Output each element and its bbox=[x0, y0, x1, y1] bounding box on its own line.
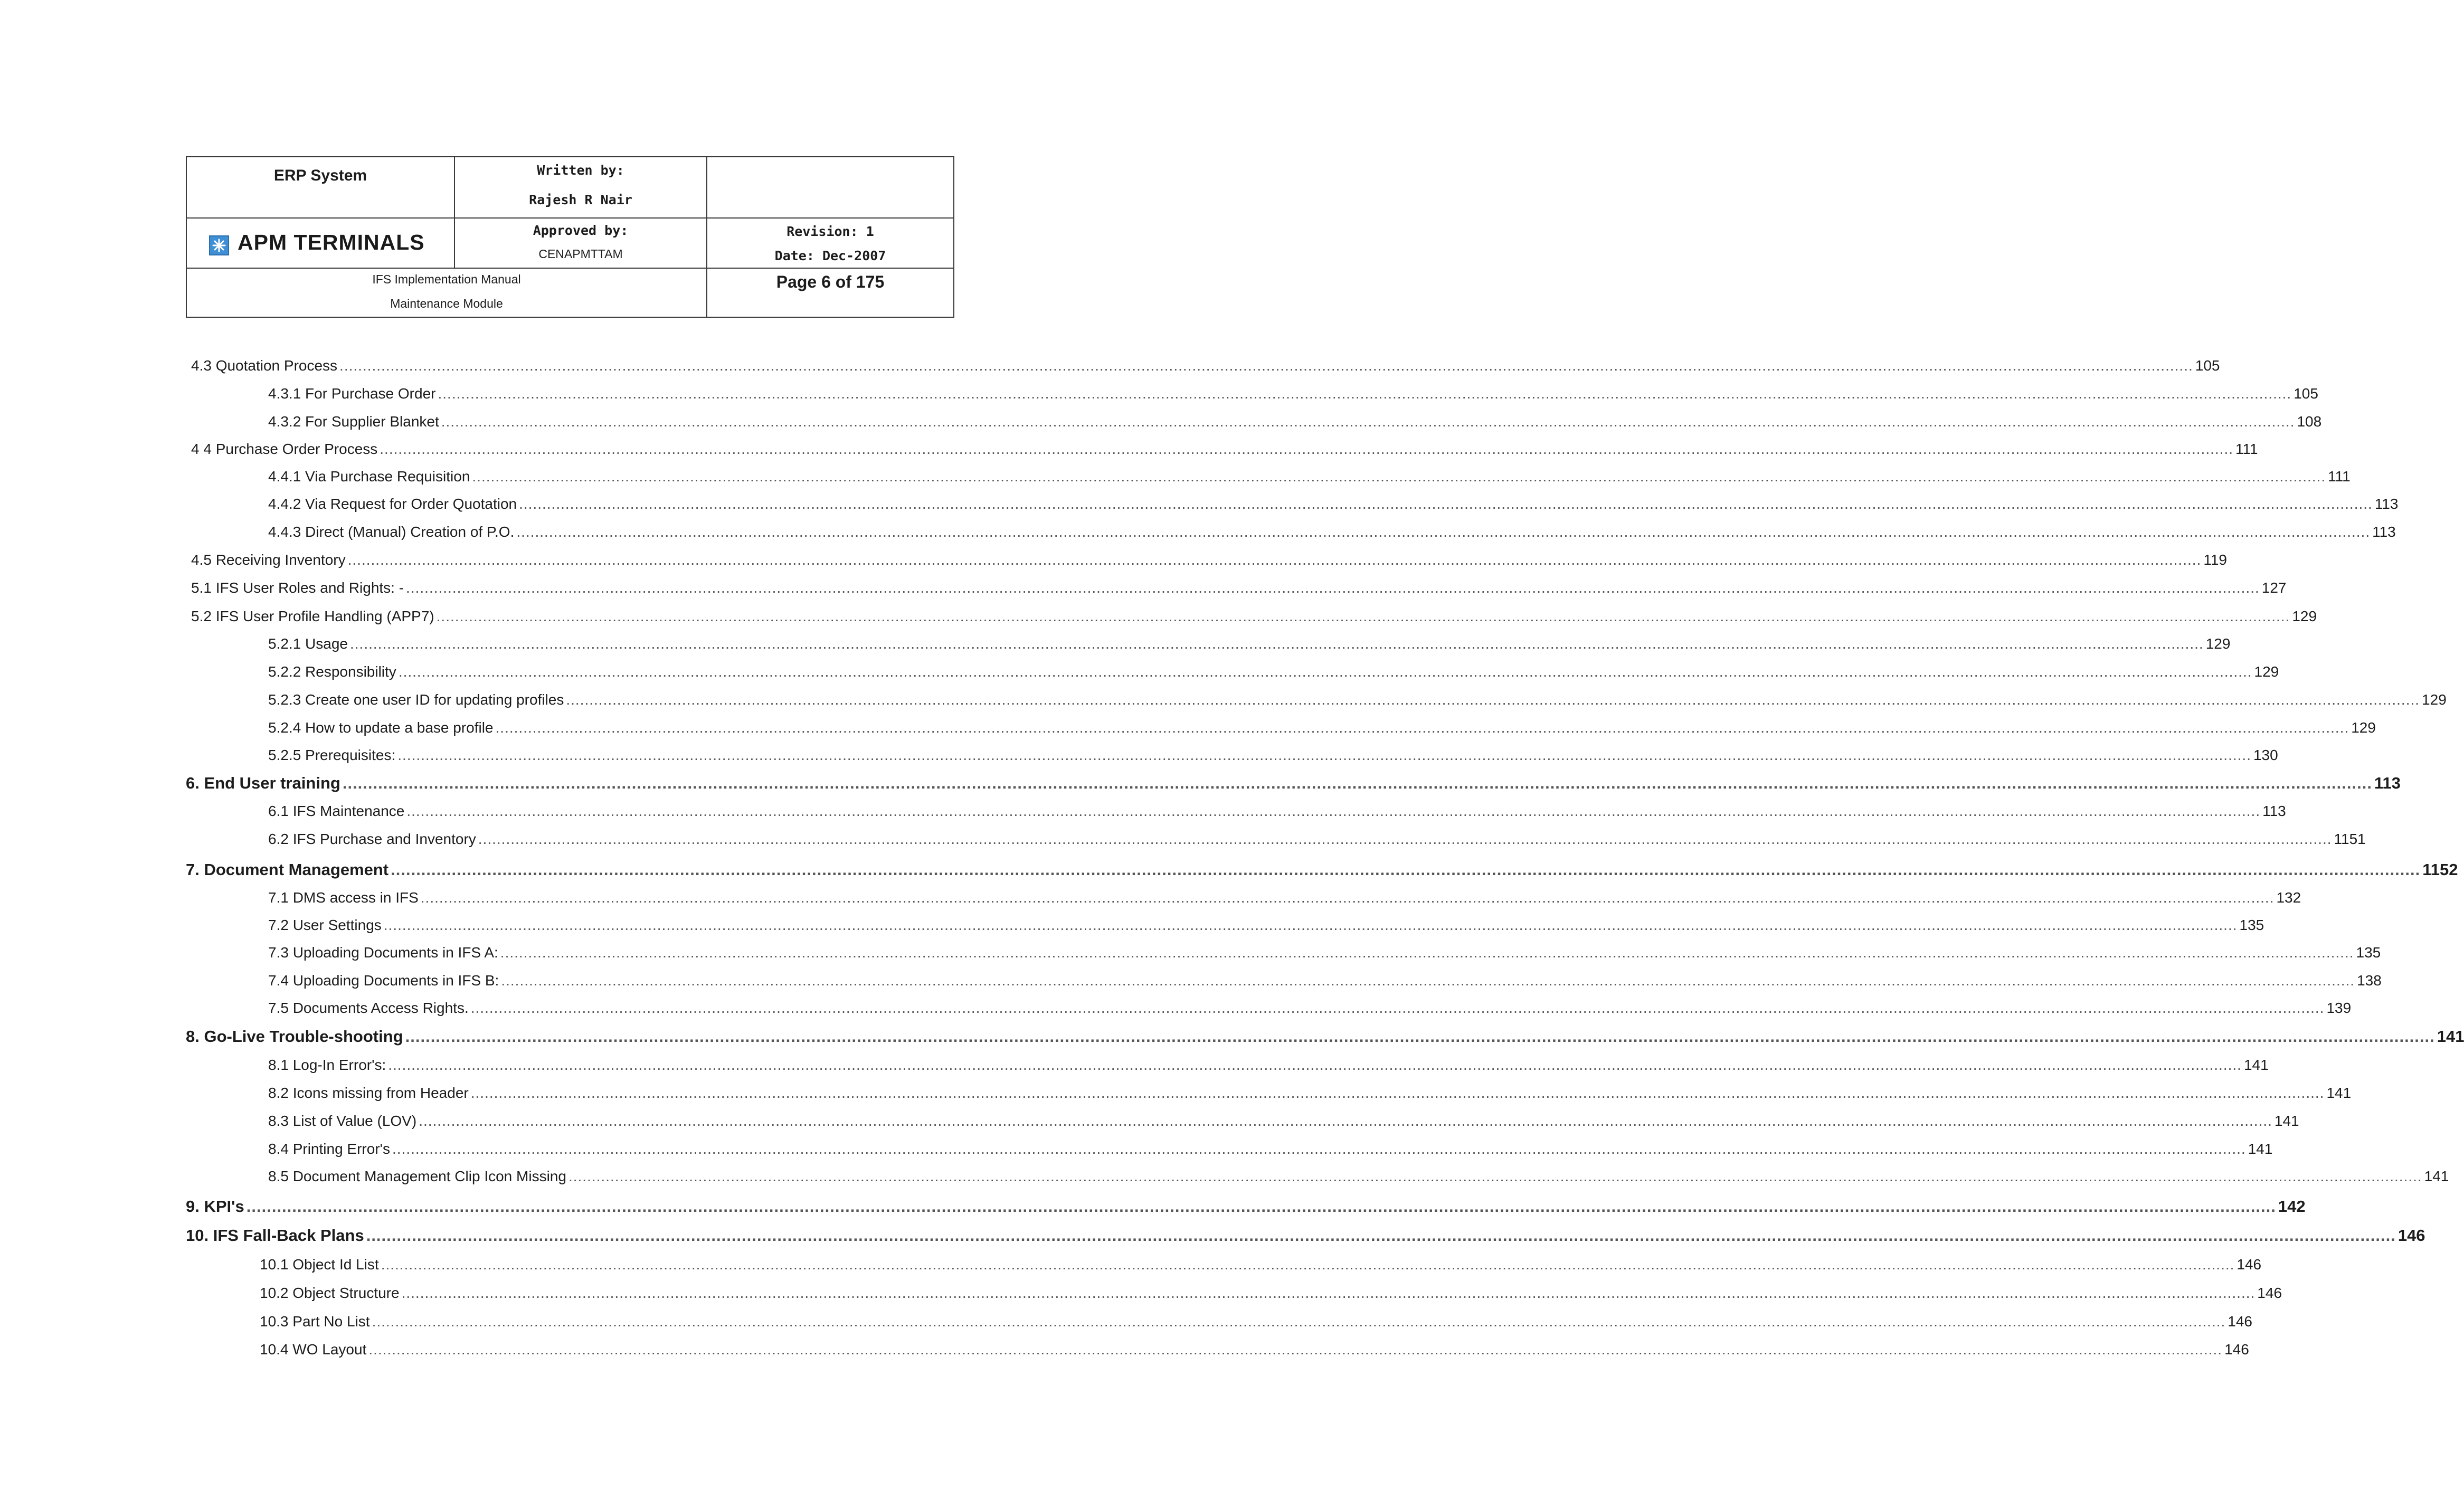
toc-page-number: 113 bbox=[2374, 774, 2401, 792]
toc-page-number: 129 bbox=[2254, 663, 2279, 680]
toc-entry-title: 8.4 Printing Error's bbox=[268, 1141, 390, 1157]
toc-page-number: 1152 bbox=[2422, 860, 2458, 879]
toc-entry[interactable] bbox=[268, 524, 2396, 543]
toc-entry-title: 7.3 Uploading Documents in IFS A: bbox=[268, 944, 498, 961]
toc-entry[interactable] bbox=[268, 496, 2399, 515]
approved-by-name: CENAPMTTAM bbox=[538, 247, 623, 261]
toc-dot-leader: ................................................................................................................................................................................................................................................................................................................................................................................................................ bbox=[470, 1085, 2325, 1101]
toc-dot-leader: ................................................................................................................................................................................................................................................................................................................................................................................................................ bbox=[495, 719, 2349, 736]
toc-dot-leader: ................................................................................................................................................................................................................................................................................................................................................................................................................ bbox=[478, 831, 2332, 847]
toc-entry[interactable] bbox=[268, 917, 2264, 936]
toc-dot-leader: ................................................................................................................................................................................................................................................................................................................................................................................................................ bbox=[392, 1141, 2246, 1157]
toc-dot-leader: ................................................................................................................................................................................................................................................................................................................................................................................................................ bbox=[342, 774, 2372, 792]
toc-dot-leader: ................................................................................................................................................................................................................................................................................................................................................................................................................ bbox=[420, 889, 2275, 906]
toc-dot-leader: ................................................................................................................................................................................................................................................................................................................................................................................................................ bbox=[436, 608, 2290, 624]
toc-dot-leader: ................................................................................................................................................................................................................................................................................................................................................................................................................ bbox=[568, 1168, 2422, 1184]
toc-page-number: 119 bbox=[2203, 552, 2227, 568]
toc-entry[interactable] bbox=[268, 1141, 2273, 1160]
toc-entry[interactable] bbox=[268, 635, 2231, 654]
toc-dot-leader: ................................................................................................................................................................................................................................................................................................................................................................................................................ bbox=[470, 1000, 2325, 1016]
toc-entry-title: 5.2.2 Responsibility bbox=[268, 663, 396, 680]
toc-dot-leader: ................................................................................................................................................................................................................................................................................................................................................................................................................ bbox=[566, 691, 2420, 708]
toc-entry[interactable] bbox=[268, 803, 2286, 822]
toc-page-number: 138 bbox=[2357, 972, 2382, 989]
toc-entry[interactable] bbox=[260, 1256, 2262, 1275]
toc-dot-leader: ................................................................................................................................................................................................................................................................................................................................................................................................................ bbox=[441, 413, 2295, 430]
toc-page-number: 132 bbox=[2276, 889, 2301, 906]
toc-page-number: 146 bbox=[2397, 1226, 2425, 1245]
toc-entry-title: 6.1 IFS Maintenance bbox=[268, 803, 405, 819]
toc-entry-title: 6.2 IFS Purchase and Inventory bbox=[268, 831, 476, 847]
toc-entry[interactable] bbox=[191, 580, 2287, 599]
toc-entry-title: 4.3 Quotation Process bbox=[191, 357, 338, 374]
toc-dot-leader: ................................................................................................................................................................................................................................................................................................................................................................................................................ bbox=[401, 1285, 2255, 1301]
toc-dot-leader: ................................................................................................................................................................................................................................................................................................................................................................................................................ bbox=[472, 468, 2326, 485]
toc-entry-title: 4.4.3 Direct (Manual) Creation of P.O. bbox=[268, 524, 515, 540]
toc-entry[interactable] bbox=[260, 1285, 2282, 1304]
toc-entry-title: 7.1 DMS access in IFS bbox=[268, 889, 419, 906]
written-by-label: Written by: bbox=[537, 163, 624, 178]
toc-entry-title: 7.2 User Settings bbox=[268, 917, 382, 933]
toc-page-number: 135 bbox=[2239, 917, 2264, 933]
toc-page-number: 141 bbox=[2274, 1113, 2299, 1129]
toc-entry-title: 4 4 Purchase Order Process bbox=[191, 441, 378, 457]
toc-dot-leader: ................................................................................................................................................................................................................................................................................................................................................................................................................ bbox=[380, 441, 2233, 457]
toc-entry-title: 6. End User training bbox=[186, 774, 340, 792]
module-name: Maintenance Module bbox=[390, 297, 503, 310]
toc-page-number: 1151 bbox=[2334, 831, 2366, 847]
toc-entry-title: 5.2.5 Prerequisites: bbox=[268, 747, 396, 763]
toc-dot-leader: ................................................................................................................................................................................................................................................................................................................................................................................................................ bbox=[406, 803, 2261, 819]
toc-entry-title: 5.2.4 How to update a base profile bbox=[268, 719, 494, 736]
toc-dot-leader: ................................................................................................................................................................................................................................................................................................................................................................................................................ bbox=[388, 1057, 2242, 1073]
toc-entry-title: 7.5 Documents Access Rights. bbox=[268, 1000, 469, 1016]
toc-page-number: 141 bbox=[2326, 1085, 2352, 1101]
toc-dot-leader: ................................................................................................................................................................................................................................................................................................................................................................................................................ bbox=[501, 972, 2355, 989]
toc-page-number: 113 bbox=[2262, 803, 2286, 819]
toc-entry[interactable] bbox=[191, 608, 2317, 627]
toc-section-entry[interactable] bbox=[186, 1226, 2425, 1247]
toc-entry-title: 5.2.1 Usage bbox=[268, 635, 348, 652]
toc-entry-title: 7.4 Uploading Documents in IFS B: bbox=[268, 972, 499, 989]
approved-by-label: Approved by: bbox=[533, 223, 629, 238]
date: Date: Dec-2007 bbox=[774, 248, 886, 263]
toc-page-number: 141 bbox=[2248, 1141, 2273, 1157]
toc-page-number: 139 bbox=[2326, 1000, 2352, 1016]
toc-dot-leader: ................................................................................................................................................................................................................................................................................................................................................................................................................ bbox=[519, 496, 2373, 512]
toc-page-number: 146 bbox=[2224, 1341, 2249, 1358]
toc-entry[interactable] bbox=[191, 357, 2220, 376]
toc-entry[interactable] bbox=[268, 413, 2322, 432]
toc-entry-title: 4.3.1 For Purchase Order bbox=[268, 385, 436, 402]
toc-page-number: 130 bbox=[2253, 747, 2278, 763]
toc-entry-title: 8.2 Icons missing from Header bbox=[268, 1085, 469, 1101]
toc-page-number: 141 bbox=[2243, 1057, 2269, 1073]
toc-dot-leader: ................................................................................................................................................................................................................................................................................................................................................................................................................ bbox=[368, 1341, 2223, 1358]
toc-section-entry[interactable] bbox=[186, 860, 2458, 881]
toc-entry-title: 10.2 Object Structure bbox=[260, 1285, 400, 1301]
toc-dot-leader: ................................................................................................................................................................................................................................................................................................................................................................................................................ bbox=[246, 1197, 2276, 1216]
toc-page-number: 129 bbox=[2351, 719, 2376, 736]
toc-entry[interactable] bbox=[268, 1113, 2299, 1132]
toc-dot-leader: ................................................................................................................................................................................................................................................................................................................................................................................................................ bbox=[339, 357, 2193, 374]
toc-entry-title: 5.2 IFS User Profile Handling (APP7) bbox=[191, 608, 434, 624]
toc-page-number: 111 bbox=[2235, 441, 2258, 457]
toc-entry[interactable] bbox=[268, 1057, 2269, 1076]
toc-entry[interactable] bbox=[268, 1085, 2352, 1104]
toc-dot-leader: ................................................................................................................................................................................................................................................................................................................................................................................................................ bbox=[366, 1226, 2396, 1245]
toc-entry[interactable] bbox=[191, 441, 2258, 460]
toc-entry-title: 8.1 Log-In Error's: bbox=[268, 1057, 386, 1073]
toc-dot-leader: ................................................................................................................................................................................................................................................................................................................................................................................................................ bbox=[405, 1027, 2435, 1046]
toc-entry[interactable] bbox=[268, 468, 2351, 487]
toc-dot-leader: ................................................................................................................................................................................................................................................................................................................................................................................................................ bbox=[500, 944, 2354, 961]
written-by-name: Rajesh R Nair bbox=[529, 192, 632, 207]
toc-entry[interactable] bbox=[260, 1341, 2249, 1360]
toc-entry-title: 10.4 WO Layout bbox=[260, 1341, 367, 1358]
toc-page-number: 105 bbox=[2294, 385, 2318, 402]
toc-page-number: 113 bbox=[2372, 524, 2396, 540]
toc-page-number: 127 bbox=[2261, 580, 2287, 596]
toc-dot-leader: ................................................................................................................................................................................................................................................................................................................................................................................................................ bbox=[398, 663, 2252, 680]
system-name-text: ERP System bbox=[273, 167, 367, 184]
toc-page-number: 129 bbox=[2422, 691, 2447, 708]
manual-title: IFS Implementation Manual bbox=[372, 272, 521, 286]
toc-dot-leader: ................................................................................................................................................................................................................................................................................................................................................................................................................ bbox=[406, 580, 2260, 596]
logo-text: APM TERMINALS bbox=[238, 230, 425, 254]
toc-section-entry[interactable] bbox=[186, 774, 2401, 795]
toc-entry-title: 4.5 Receiving Inventory bbox=[191, 552, 346, 568]
toc-entry-title: 10.3 Part No List bbox=[260, 1313, 370, 1330]
toc-section-entry[interactable] bbox=[186, 1027, 2464, 1048]
toc-page-number: 113 bbox=[2374, 496, 2399, 512]
toc-dot-leader: ................................................................................................................................................................................................................................................................................................................................................................................................................ bbox=[383, 917, 2238, 933]
toc-entry-title: 5.2.3 Create one user ID for updating profiles bbox=[268, 691, 564, 708]
toc-dot-leader: ................................................................................................................................................................................................................................................................................................................................................................................................................ bbox=[438, 385, 2292, 402]
toc-dot-leader: ................................................................................................................................................................................................................................................................................................................................................................................................................ bbox=[391, 860, 2421, 879]
toc-page-number: 108 bbox=[2297, 413, 2322, 430]
toc-entry-title: 7. Document Management bbox=[186, 860, 389, 879]
toc-page-number: 129 bbox=[2205, 635, 2231, 652]
toc-entry[interactable] bbox=[268, 944, 2381, 963]
toc-dot-leader: ................................................................................................................................................................................................................................................................................................................................................................................................................ bbox=[397, 747, 2251, 763]
toc-page-number: 129 bbox=[2292, 608, 2317, 624]
toc-entry[interactable] bbox=[268, 663, 2279, 682]
toc-entry[interactable] bbox=[268, 719, 2376, 738]
toc-dot-leader: ................................................................................................................................................................................................................................................................................................................................................................................................................ bbox=[350, 635, 2204, 652]
toc-dot-leader: ................................................................................................................................................................................................................................................................................................................................................................................................................ bbox=[419, 1113, 2272, 1129]
toc-entry[interactable] bbox=[268, 889, 2301, 908]
toc-entry-title: 5.1 IFS User Roles and Rights: - bbox=[191, 580, 404, 596]
toc-dot-leader: ................................................................................................................................................................................................................................................................................................................................................................................................................ bbox=[347, 552, 2202, 568]
toc-entry[interactable] bbox=[268, 831, 2366, 850]
toc-dot-leader: ................................................................................................................................................................................................................................................................................................................................................................................................................ bbox=[372, 1313, 2226, 1330]
toc-page-number: 146 bbox=[2228, 1313, 2252, 1330]
toc-entry[interactable] bbox=[268, 1168, 2449, 1187]
toc-section-entry[interactable] bbox=[186, 1197, 2306, 1218]
toc-entry[interactable] bbox=[191, 552, 2227, 571]
toc-page-number: 141 bbox=[2424, 1168, 2449, 1184]
toc-entry[interactable] bbox=[268, 972, 2382, 991]
toc-entry-title: 10.1 Object Id List bbox=[260, 1256, 379, 1273]
toc-page-number: 141 bbox=[2437, 1027, 2464, 1046]
toc-entry-title: 4.3.2 For Supplier Blanket bbox=[268, 413, 439, 430]
toc-entry-title: 8.3 List of Value (LOV) bbox=[268, 1113, 417, 1129]
toc-page-number: 135 bbox=[2356, 944, 2381, 961]
toc-entry[interactable] bbox=[268, 385, 2318, 404]
toc-page-number: 146 bbox=[2257, 1285, 2282, 1301]
toc-dot-leader: ................................................................................................................................................................................................................................................................................................................................................................................................................ bbox=[516, 524, 2371, 540]
toc-dot-leader: ................................................................................................................................................................................................................................................................................................................................................................................................................ bbox=[381, 1256, 2235, 1273]
toc-entry[interactable] bbox=[268, 1000, 2352, 1019]
toc-entry[interactable] bbox=[268, 747, 2278, 766]
toc-entry[interactable] bbox=[268, 691, 2447, 710]
toc-page-number: 111 bbox=[2328, 468, 2351, 485]
toc-entry-title: 8. Go-Live Trouble-shooting bbox=[186, 1027, 403, 1046]
toc-entry-title: 8.5 Document Management Clip Icon Missing bbox=[268, 1168, 566, 1184]
toc-entry-title: 10. IFS Fall-Back Plans bbox=[186, 1226, 364, 1245]
toc-page-number: 142 bbox=[2278, 1197, 2306, 1216]
revision: Revision: 1 bbox=[786, 224, 874, 239]
toc-entry-title: 4.4.1 Via Purchase Requisition bbox=[268, 468, 470, 485]
toc-page-number: 105 bbox=[2195, 357, 2220, 374]
toc-page-number: 146 bbox=[2236, 1256, 2262, 1273]
toc-entry-title: 4.4.2 Via Request for Order Quotation bbox=[268, 496, 517, 512]
page-number: Page 6 of 175 bbox=[776, 272, 885, 291]
toc-entry[interactable] bbox=[260, 1313, 2252, 1332]
toc-entry-title: 9. KPI's bbox=[186, 1197, 244, 1216]
